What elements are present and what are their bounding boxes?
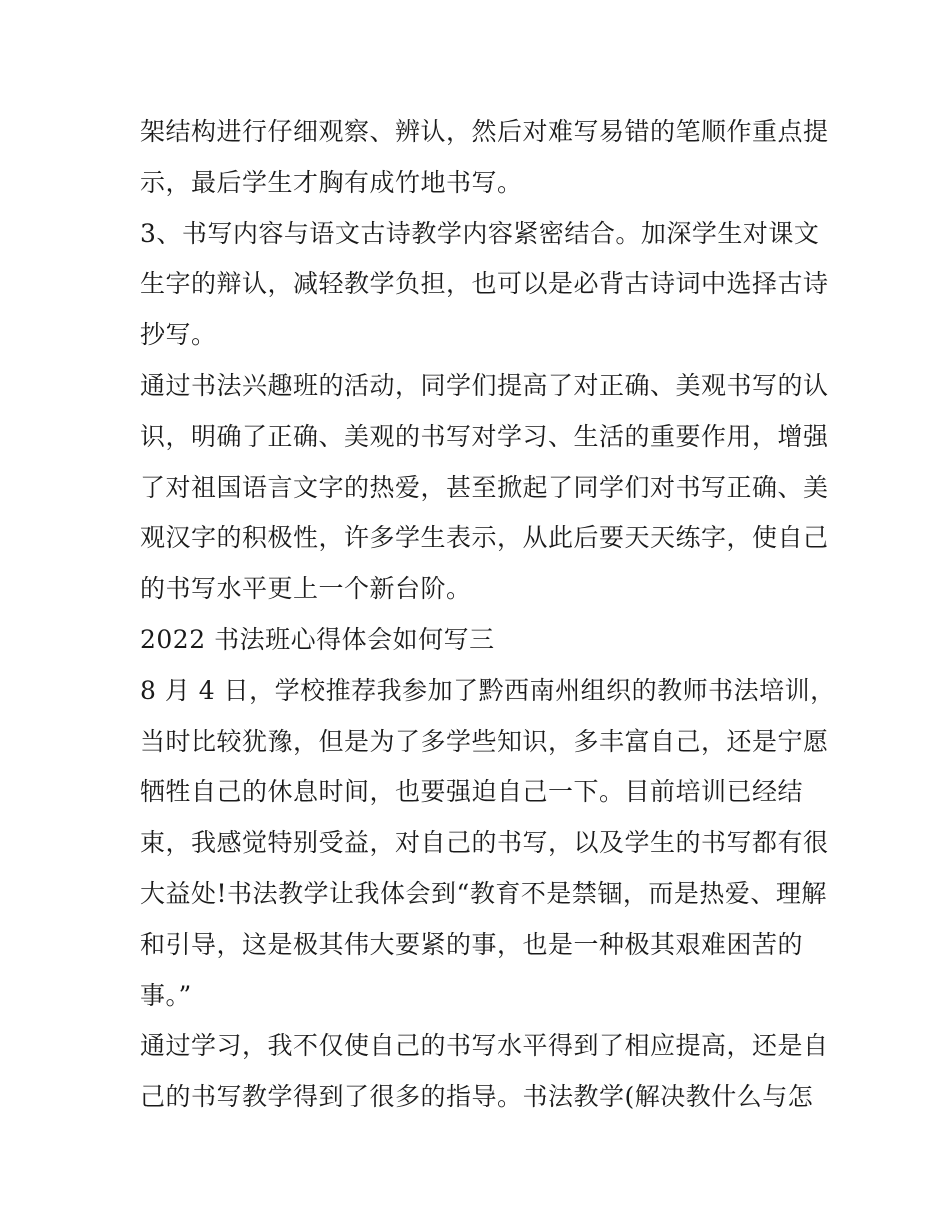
text-line: 当时比较犹豫，但是为了多学些知识，多丰富自己，还是宁愿: [140, 726, 829, 756]
text-line: 生字的辩认，减轻教学负担，也可以是必背古诗词中选择古诗: [140, 269, 829, 299]
text-line: 的书写水平更上一个新台阶。: [140, 574, 472, 604]
text-line: 大益处!书法教学让我体会到“教育不是禁锢，而是热爱、理解: [140, 878, 827, 908]
text-line: 通过书法兴趣班的活动，同学们提高了对正确、美观书写的认: [140, 370, 829, 400]
document-body: [140, 107, 836, 1123]
text-line: 己的书写教学得到了很多的指导。书法教学(解决教什么与怎: [140, 1082, 814, 1112]
text-line: 识，明确了正确、美观的书写对学习、生活的重要作用，增强: [140, 421, 829, 451]
text-line: 架结构进行仔细观察、辨认，然后对难写易错的笔顺作重点提: [140, 117, 829, 146]
text-line: 示，最后学生才胸有成竹地书写。: [140, 167, 523, 197]
text-line: 了对祖国语言文字的热爱，甚至掀起了同学们对书写正确、美: [140, 472, 829, 502]
text-line: 事。”: [140, 980, 192, 1010]
text-line: 牺牲自己的休息时间，也要强迫自己一下。目前培训已经结: [140, 777, 804, 807]
text-line: 抄写。: [140, 320, 217, 350]
text-line: 观汉字的积极性，许多学生表示，从此后要天天练字，使自己: [140, 523, 829, 553]
section-heading: 2022 书法班心得体会如何写三: [140, 624, 495, 654]
text-line: 和引导，这是极其伟大要紧的事，也是一种极其艰难困苦的: [140, 929, 804, 959]
text-line: 3、书写内容与语文古诗教学内容紧密结合。加深学生对课文: [140, 218, 820, 248]
text-line: 通过学习，我不仅使自己的书写水平得到了相应提高，还是自: [140, 1031, 829, 1061]
text-line: 8 月 4 日，学校推荐我参加了黔西南州组织的教师书法培训，: [140, 675, 836, 705]
text-line: 束，我感觉特别受益，对自己的书写，以及学生的书写都有很: [140, 828, 829, 858]
